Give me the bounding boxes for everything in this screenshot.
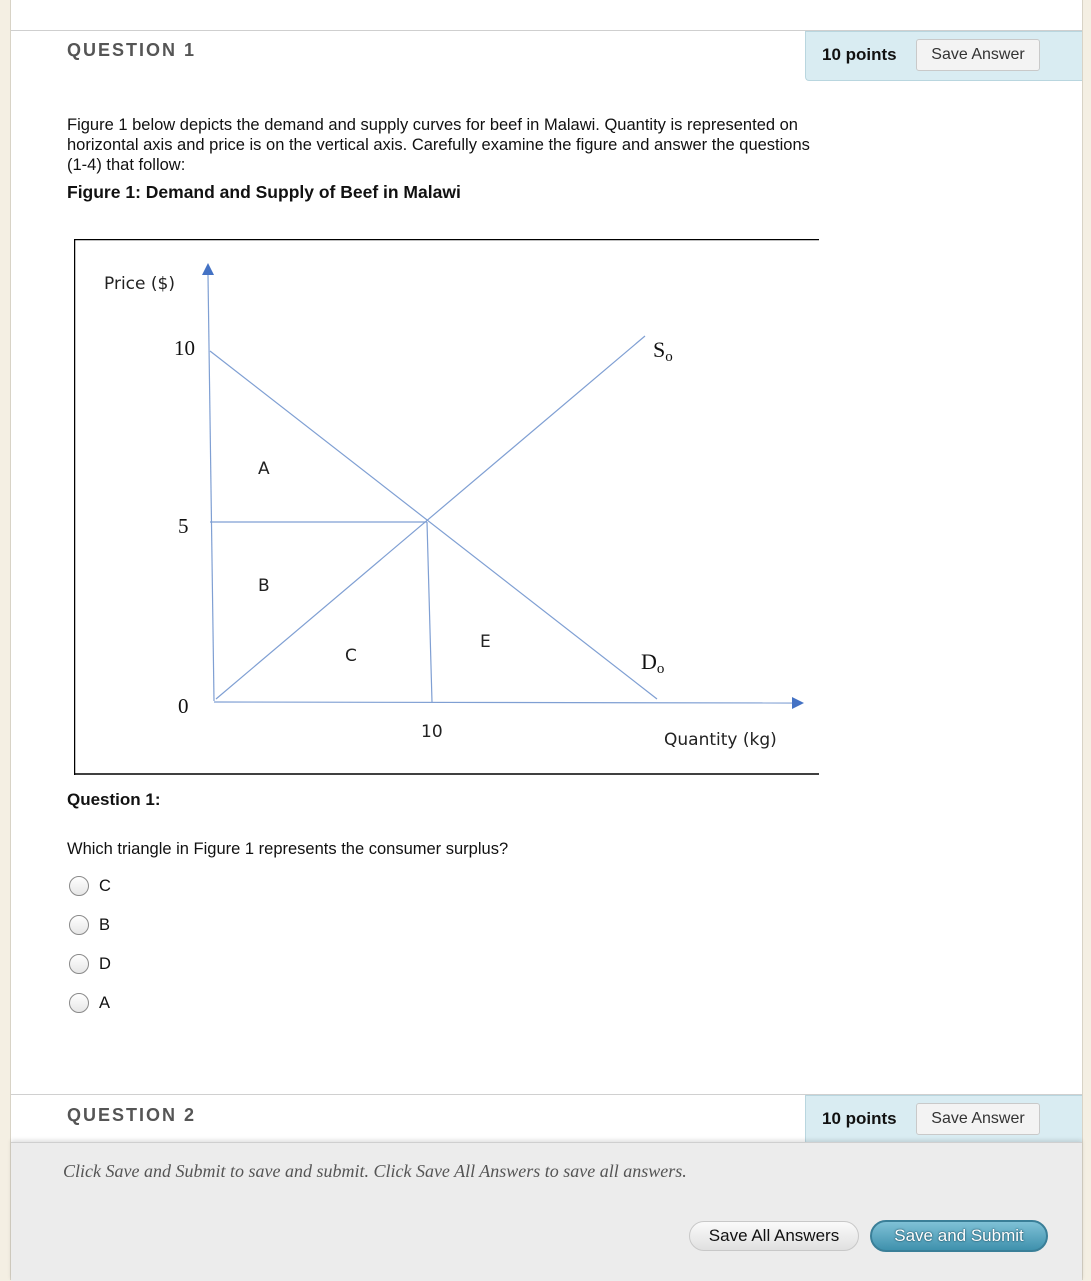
assessment-page xyxy=(10,0,1083,1280)
question-1-save-answer-button[interactable]: Save Answer xyxy=(916,39,1040,71)
save-and-submit-button[interactable]: Save and Submit xyxy=(870,1220,1048,1252)
answer-option-label: B xyxy=(99,915,111,934)
x-axis-label: Quantity (kg) xyxy=(664,730,777,750)
region-label-c: C xyxy=(345,646,357,666)
y-axis-line xyxy=(208,275,214,701)
submit-footer xyxy=(11,1142,1082,1281)
question-1-heading: QUESTION 1 xyxy=(67,40,197,60)
figure-title: Figure 1: Demand and Supply of Beef in Malawi xyxy=(67,182,461,202)
y-axis-label: Price ($) xyxy=(104,274,175,294)
y-tick-5: 5 xyxy=(178,514,189,538)
question-2-heading: QUESTION 2 xyxy=(67,1105,197,1125)
region-label-b: B xyxy=(258,576,270,596)
region-label-a: A xyxy=(258,459,270,479)
x-axis-arrow xyxy=(792,697,804,709)
demand-label-subscript: o xyxy=(656,661,665,677)
demand-supply-figure xyxy=(74,239,819,775)
demand-label-letter: D xyxy=(641,649,657,674)
supply-label-subscript: o xyxy=(665,349,673,365)
equilibrium-quantity-line xyxy=(427,522,432,702)
question-2-points: 10 points xyxy=(822,1109,897,1128)
answer-option-label: C xyxy=(99,876,111,895)
x-axis-line xyxy=(214,702,792,703)
answer-option-c[interactable] xyxy=(69,873,111,899)
y-tick-10: 10 xyxy=(174,336,195,360)
y-tick-0: 0 xyxy=(178,694,189,718)
question-1-points: 10 points xyxy=(822,45,897,64)
region-label-e: E xyxy=(480,632,491,652)
y-axis-arrow xyxy=(202,263,214,275)
supply-label-letter: S xyxy=(653,337,666,362)
question-1-sub-label: Question 1: xyxy=(67,790,161,809)
answer-option-b[interactable] xyxy=(69,912,110,938)
supply-label xyxy=(653,337,673,365)
radio-button[interactable] xyxy=(69,993,89,1013)
answer-option-d[interactable] xyxy=(69,951,111,977)
answer-option-label: D xyxy=(99,954,111,973)
save-all-answers-button[interactable]: Save All Answers xyxy=(689,1221,859,1251)
answer-option-a[interactable] xyxy=(69,990,110,1016)
question-1-intro: Figure 1 below depicts the demand and supply curves for beef in Malawi. Quantity is represented on horizontal axis and price is on the vertical axis. Carefully examine the figure and answer the questions (1-4) that follow: xyxy=(67,116,810,174)
question-1-prompt: Which triangle in Figure 1 represents the consumer surplus? xyxy=(67,840,509,858)
x-tick-10: 10 xyxy=(421,722,443,742)
radio-button[interactable] xyxy=(69,915,89,935)
question-2-save-answer-button[interactable]: Save Answer xyxy=(916,1103,1040,1135)
answer-option-label: A xyxy=(99,993,111,1012)
radio-button[interactable] xyxy=(69,954,89,974)
footer-instructions: Click Save and Submit to save and submit. Click Save All Answers to save all answers. xyxy=(63,1161,687,1181)
question-2-points-box xyxy=(805,1095,1082,1145)
demand-label xyxy=(641,649,664,677)
radio-button[interactable] xyxy=(69,876,89,896)
question-1-points-box xyxy=(805,31,1082,81)
